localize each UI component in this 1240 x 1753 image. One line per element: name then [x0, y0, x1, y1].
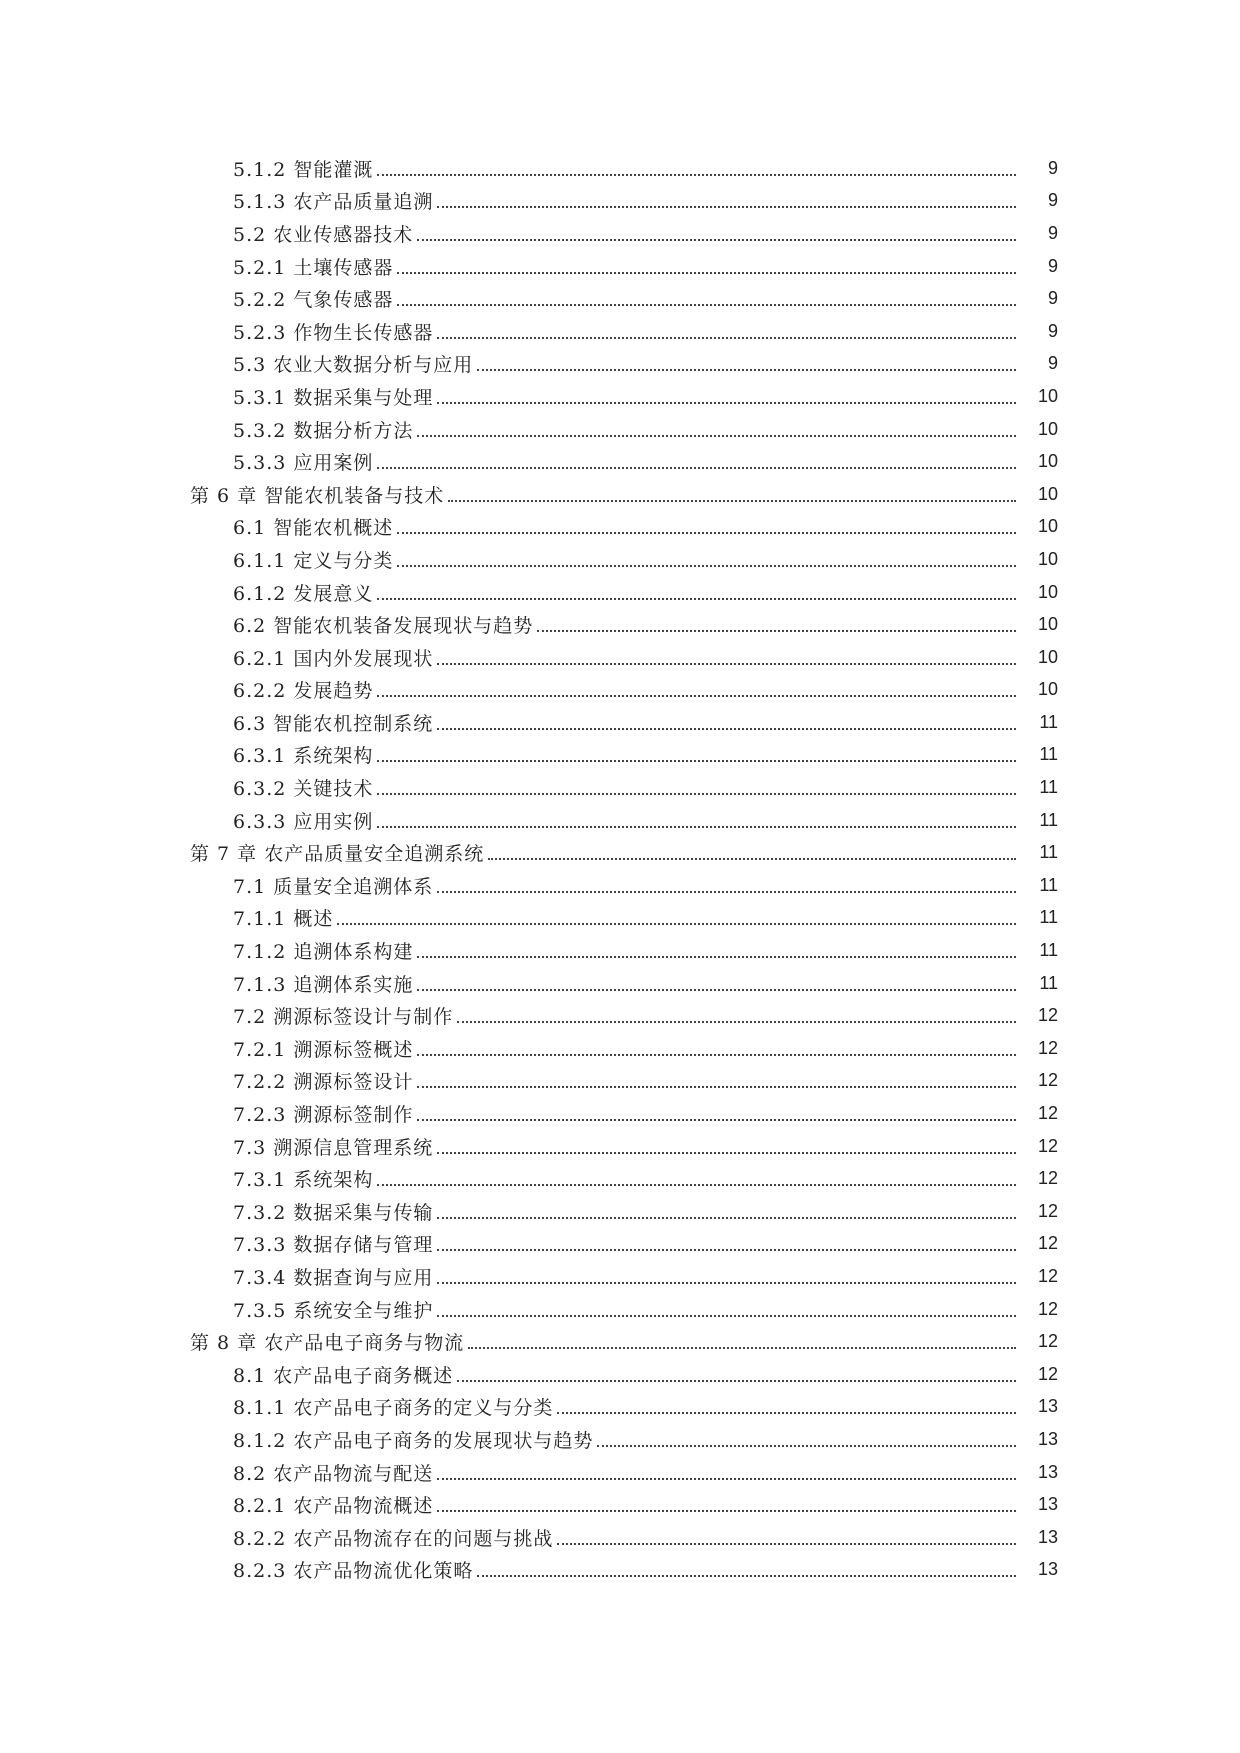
toc-entry[interactable]: [0, 1260, 1240, 1293]
toc-page-number: 11: [1039, 744, 1058, 765]
dot-leader: [377, 173, 1016, 176]
toc-entry-title: 7.3.3 数据存储与管理: [233, 1230, 435, 1257]
toc-entry[interactable]: [0, 1456, 1240, 1489]
toc-entry[interactable]: [0, 706, 1240, 739]
toc-page-number: 12: [1037, 1070, 1058, 1091]
toc-entry-title: 7.1.3 追溯体系实施: [233, 970, 415, 997]
dot-leader: [437, 1314, 1016, 1317]
toc-entry-title: 6.2 智能农机装备发展现状与趋势: [233, 611, 535, 638]
toc-entry[interactable]: [0, 1065, 1240, 1098]
toc-entry[interactable]: [0, 902, 1240, 935]
toc-entry-title: 6.3.1 系统架构: [233, 741, 375, 768]
dot-leader: [457, 1020, 1016, 1023]
toc-page-number: 9: [1047, 222, 1058, 243]
toc-entry-title: 8.1.1 农产品电子商务的定义与分类: [233, 1393, 555, 1420]
toc-entry[interactable]: [0, 1195, 1240, 1228]
toc-entry[interactable]: [0, 1130, 1240, 1163]
toc-page-number: 11: [1039, 940, 1058, 961]
dot-leader: [477, 368, 1016, 371]
toc-entry[interactable]: [0, 1293, 1240, 1326]
toc-entry-title: 6.2.2 发展趋势: [233, 676, 375, 703]
toc-entry-title: 5.3.1 数据采集与处理: [233, 383, 435, 410]
toc-entry[interactable]: [0, 836, 1240, 869]
toc-entry-title: 7.2.3 溯源标签制作: [233, 1100, 415, 1127]
dot-leader: [437, 336, 1016, 339]
toc-entry[interactable]: [0, 1325, 1240, 1358]
dot-leader: [397, 303, 1016, 306]
toc-page-number: 9: [1047, 320, 1058, 341]
toc-page-number: 13: [1037, 1559, 1058, 1580]
toc-page-number: 10: [1037, 679, 1058, 700]
toc-entry-title: 8.2.3 农产品物流优化策略: [233, 1556, 475, 1583]
toc-page-number: 10: [1037, 646, 1058, 667]
toc-entry[interactable]: [0, 315, 1240, 348]
dot-leader: [477, 1574, 1016, 1577]
toc-entry[interactable]: [0, 999, 1240, 1032]
toc-page-number: 11: [1039, 711, 1058, 732]
toc-page-number: 12: [1037, 1037, 1058, 1058]
toc-entry[interactable]: [0, 608, 1240, 641]
toc-entry[interactable]: [0, 1358, 1240, 1391]
dot-leader: [537, 629, 1016, 632]
toc-page-number: 12: [1037, 1135, 1058, 1156]
toc-page-number: 13: [1037, 1428, 1058, 1449]
toc-entry-title: 第 6 章 智能农机装备与技术: [190, 481, 446, 508]
toc-entry-title: 7.1.2 追溯体系构建: [233, 937, 415, 964]
toc-entry[interactable]: [0, 1554, 1240, 1587]
toc-entry[interactable]: [0, 1097, 1240, 1130]
toc-entry[interactable]: [0, 869, 1240, 902]
toc-entry-title: 6.3 智能农机控制系统: [233, 709, 435, 736]
dot-leader: [417, 1053, 1016, 1056]
toc-entry-title: 第 8 章 农产品电子商务与物流: [190, 1328, 466, 1355]
toc-entry[interactable]: [0, 250, 1240, 283]
toc-entry[interactable]: [0, 576, 1240, 609]
toc-page-number: 12: [1037, 1005, 1058, 1026]
toc-page-number: 9: [1047, 255, 1058, 276]
toc-entry-title: 8.2.2 农产品物流存在的问题与挑战: [233, 1524, 555, 1551]
toc-entry-title: 6.1.2 发展意义: [233, 579, 375, 606]
toc-page-number: 12: [1037, 1363, 1058, 1384]
dot-leader: [468, 1346, 1016, 1349]
toc-page-number: 13: [1037, 1461, 1058, 1482]
toc-entry-title: 5.2.3 作物生长传感器: [233, 318, 435, 345]
toc-entry-title: 5.2.1 土壤传感器: [233, 253, 395, 280]
toc-page-number: 10: [1037, 581, 1058, 602]
dot-leader: [437, 1477, 1016, 1480]
dot-leader: [397, 271, 1016, 274]
toc-entry-title: 第 7 章 农产品质量安全追溯系统: [190, 839, 486, 866]
dot-leader: [377, 694, 1016, 697]
toc-entry[interactable]: [0, 1521, 1240, 1554]
toc-entry[interactable]: [0, 1423, 1240, 1456]
toc-entry[interactable]: [0, 1228, 1240, 1261]
toc-entry-title: 6.1.1 定义与分类: [233, 546, 395, 573]
dot-leader: [377, 597, 1016, 600]
dot-leader: [377, 792, 1016, 795]
dot-leader: [417, 955, 1016, 958]
toc-page-number: 13: [1037, 1494, 1058, 1515]
toc-page-number: 11: [1039, 842, 1058, 863]
toc-entry-title: 5.1.3 农产品质量追溯: [233, 187, 435, 214]
toc-page-number: 10: [1037, 516, 1058, 537]
toc-entry-title: 5.1.2 智能灌溉: [233, 155, 375, 182]
dot-leader: [457, 1379, 1016, 1382]
toc-entry[interactable]: [0, 804, 1240, 837]
toc-entry-title: 7.3.2 数据采集与传输: [233, 1198, 435, 1225]
toc-entry[interactable]: [0, 674, 1240, 707]
dot-leader: [417, 434, 1016, 437]
toc-entry[interactable]: [0, 739, 1240, 772]
toc-entry-title: 8.1.2 农产品电子商务的发展现状与趋势: [233, 1426, 595, 1453]
toc-entry-title: 7.2.1 溯源标签概述: [233, 1035, 415, 1062]
dot-leader: [437, 727, 1016, 730]
toc-entry[interactable]: [0, 152, 1240, 185]
toc-entry-title: 7.3.5 系统安全与维护: [233, 1296, 435, 1323]
dot-leader: [377, 759, 1016, 762]
toc-entry-title: 5.3.2 数据分析方法: [233, 416, 415, 443]
toc-page-number: 12: [1037, 1265, 1058, 1286]
toc-entry[interactable]: [0, 413, 1240, 446]
toc-entry-title: 7.2 溯源标签设计与制作: [233, 1002, 455, 1029]
toc-page-number: 10: [1037, 385, 1058, 406]
toc-entry[interactable]: [0, 543, 1240, 576]
toc-entry[interactable]: [0, 641, 1240, 674]
toc-entry[interactable]: [0, 185, 1240, 218]
dot-leader: [337, 922, 1016, 925]
toc-page-number: 12: [1037, 1331, 1058, 1352]
toc-page-number: 11: [1039, 809, 1058, 830]
toc-page-number: 11: [1039, 907, 1058, 928]
dot-leader: [377, 466, 1016, 469]
dot-leader: [437, 662, 1016, 665]
toc-page-number: 11: [1039, 874, 1058, 895]
toc-entry[interactable]: [0, 445, 1240, 478]
toc-page-number: 13: [1037, 1396, 1058, 1417]
toc-entry-title: 8.1 农产品电子商务概述: [233, 1361, 455, 1388]
toc-entry[interactable]: [0, 1162, 1240, 1195]
toc-entry[interactable]: [0, 511, 1240, 544]
dot-leader: [488, 857, 1016, 860]
dot-leader: [437, 1281, 1016, 1284]
toc-entry[interactable]: [0, 282, 1240, 315]
table-of-contents: [0, 152, 1240, 1586]
toc-page-number: 12: [1037, 1298, 1058, 1319]
toc-entry[interactable]: [0, 1391, 1240, 1424]
dot-leader: [437, 1216, 1016, 1219]
dot-leader: [437, 1509, 1016, 1512]
toc-entry-title: 7.3 溯源信息管理系统: [233, 1133, 435, 1160]
toc-entry-title: 5.3.3 应用案例: [233, 448, 375, 475]
dot-leader: [437, 1248, 1016, 1251]
toc-page-number: 9: [1047, 353, 1058, 374]
dot-leader: [417, 1085, 1016, 1088]
toc-entry[interactable]: [0, 348, 1240, 381]
dot-leader: [448, 499, 1016, 502]
toc-page-number: 12: [1037, 1103, 1058, 1124]
toc-entry-title: 6.2.1 国内外发展现状: [233, 644, 435, 671]
toc-entry[interactable]: [0, 380, 1240, 413]
toc-entry-title: 8.2.1 农产品物流概述: [233, 1491, 435, 1518]
toc-entry-title: 6.3.3 应用实例: [233, 807, 375, 834]
toc-entry[interactable]: [0, 967, 1240, 1000]
toc-entry-title: 5.3 农业大数据分析与应用: [233, 350, 475, 377]
toc-page-number: 13: [1037, 1526, 1058, 1547]
dot-leader: [437, 890, 1016, 893]
toc-entry-title: 6.3.2 关键技术: [233, 774, 375, 801]
toc-page-number: 10: [1037, 614, 1058, 635]
toc-entry[interactable]: [0, 934, 1240, 967]
toc-page-number: 9: [1047, 157, 1058, 178]
toc-entry[interactable]: [0, 1032, 1240, 1065]
toc-page-number: 10: [1037, 548, 1058, 569]
toc-page-number: 10: [1037, 418, 1058, 439]
dot-leader: [397, 531, 1016, 534]
dot-leader: [417, 1118, 1016, 1121]
dot-leader: [397, 564, 1016, 567]
toc-entry-title: 7.2.2 溯源标签设计: [233, 1067, 415, 1094]
toc-entry-title: 5.2.2 气象传感器: [233, 285, 395, 312]
toc-entry[interactable]: [0, 771, 1240, 804]
toc-page-number: 12: [1037, 1233, 1058, 1254]
toc-entry-title: 6.1 智能农机概述: [233, 513, 395, 540]
dot-leader: [437, 205, 1016, 208]
dot-leader: [437, 401, 1016, 404]
dot-leader: [557, 1411, 1016, 1414]
toc-page-number: 9: [1047, 288, 1058, 309]
toc-page-number: 11: [1039, 972, 1058, 993]
toc-page-number: 11: [1039, 777, 1058, 798]
dot-leader: [557, 1542, 1016, 1545]
toc-entry[interactable]: [0, 478, 1240, 511]
dot-leader: [417, 238, 1016, 241]
dot-leader: [377, 1183, 1016, 1186]
toc-entry[interactable]: [0, 217, 1240, 250]
dot-leader: [377, 825, 1016, 828]
toc-page-number: 10: [1037, 451, 1058, 472]
toc-entry-title: 7.3.1 系统架构: [233, 1165, 375, 1192]
toc-entry[interactable]: [0, 1488, 1240, 1521]
toc-page-number: 12: [1037, 1168, 1058, 1189]
toc-page-number: 9: [1047, 190, 1058, 211]
toc-page-number: 10: [1037, 483, 1058, 504]
toc-entry-title: 8.2 农产品物流与配送: [233, 1459, 435, 1486]
toc-entry-title: 7.1 质量安全追溯体系: [233, 872, 435, 899]
dot-leader: [597, 1444, 1016, 1447]
dot-leader: [417, 988, 1016, 991]
toc-page-number: 12: [1037, 1200, 1058, 1221]
toc-entry-title: 7.1.1 概述: [233, 904, 335, 931]
toc-entry-title: 5.2 农业传感器技术: [233, 220, 415, 247]
dot-leader: [437, 1151, 1016, 1154]
toc-entry-title: 7.3.4 数据查询与应用: [233, 1263, 435, 1290]
